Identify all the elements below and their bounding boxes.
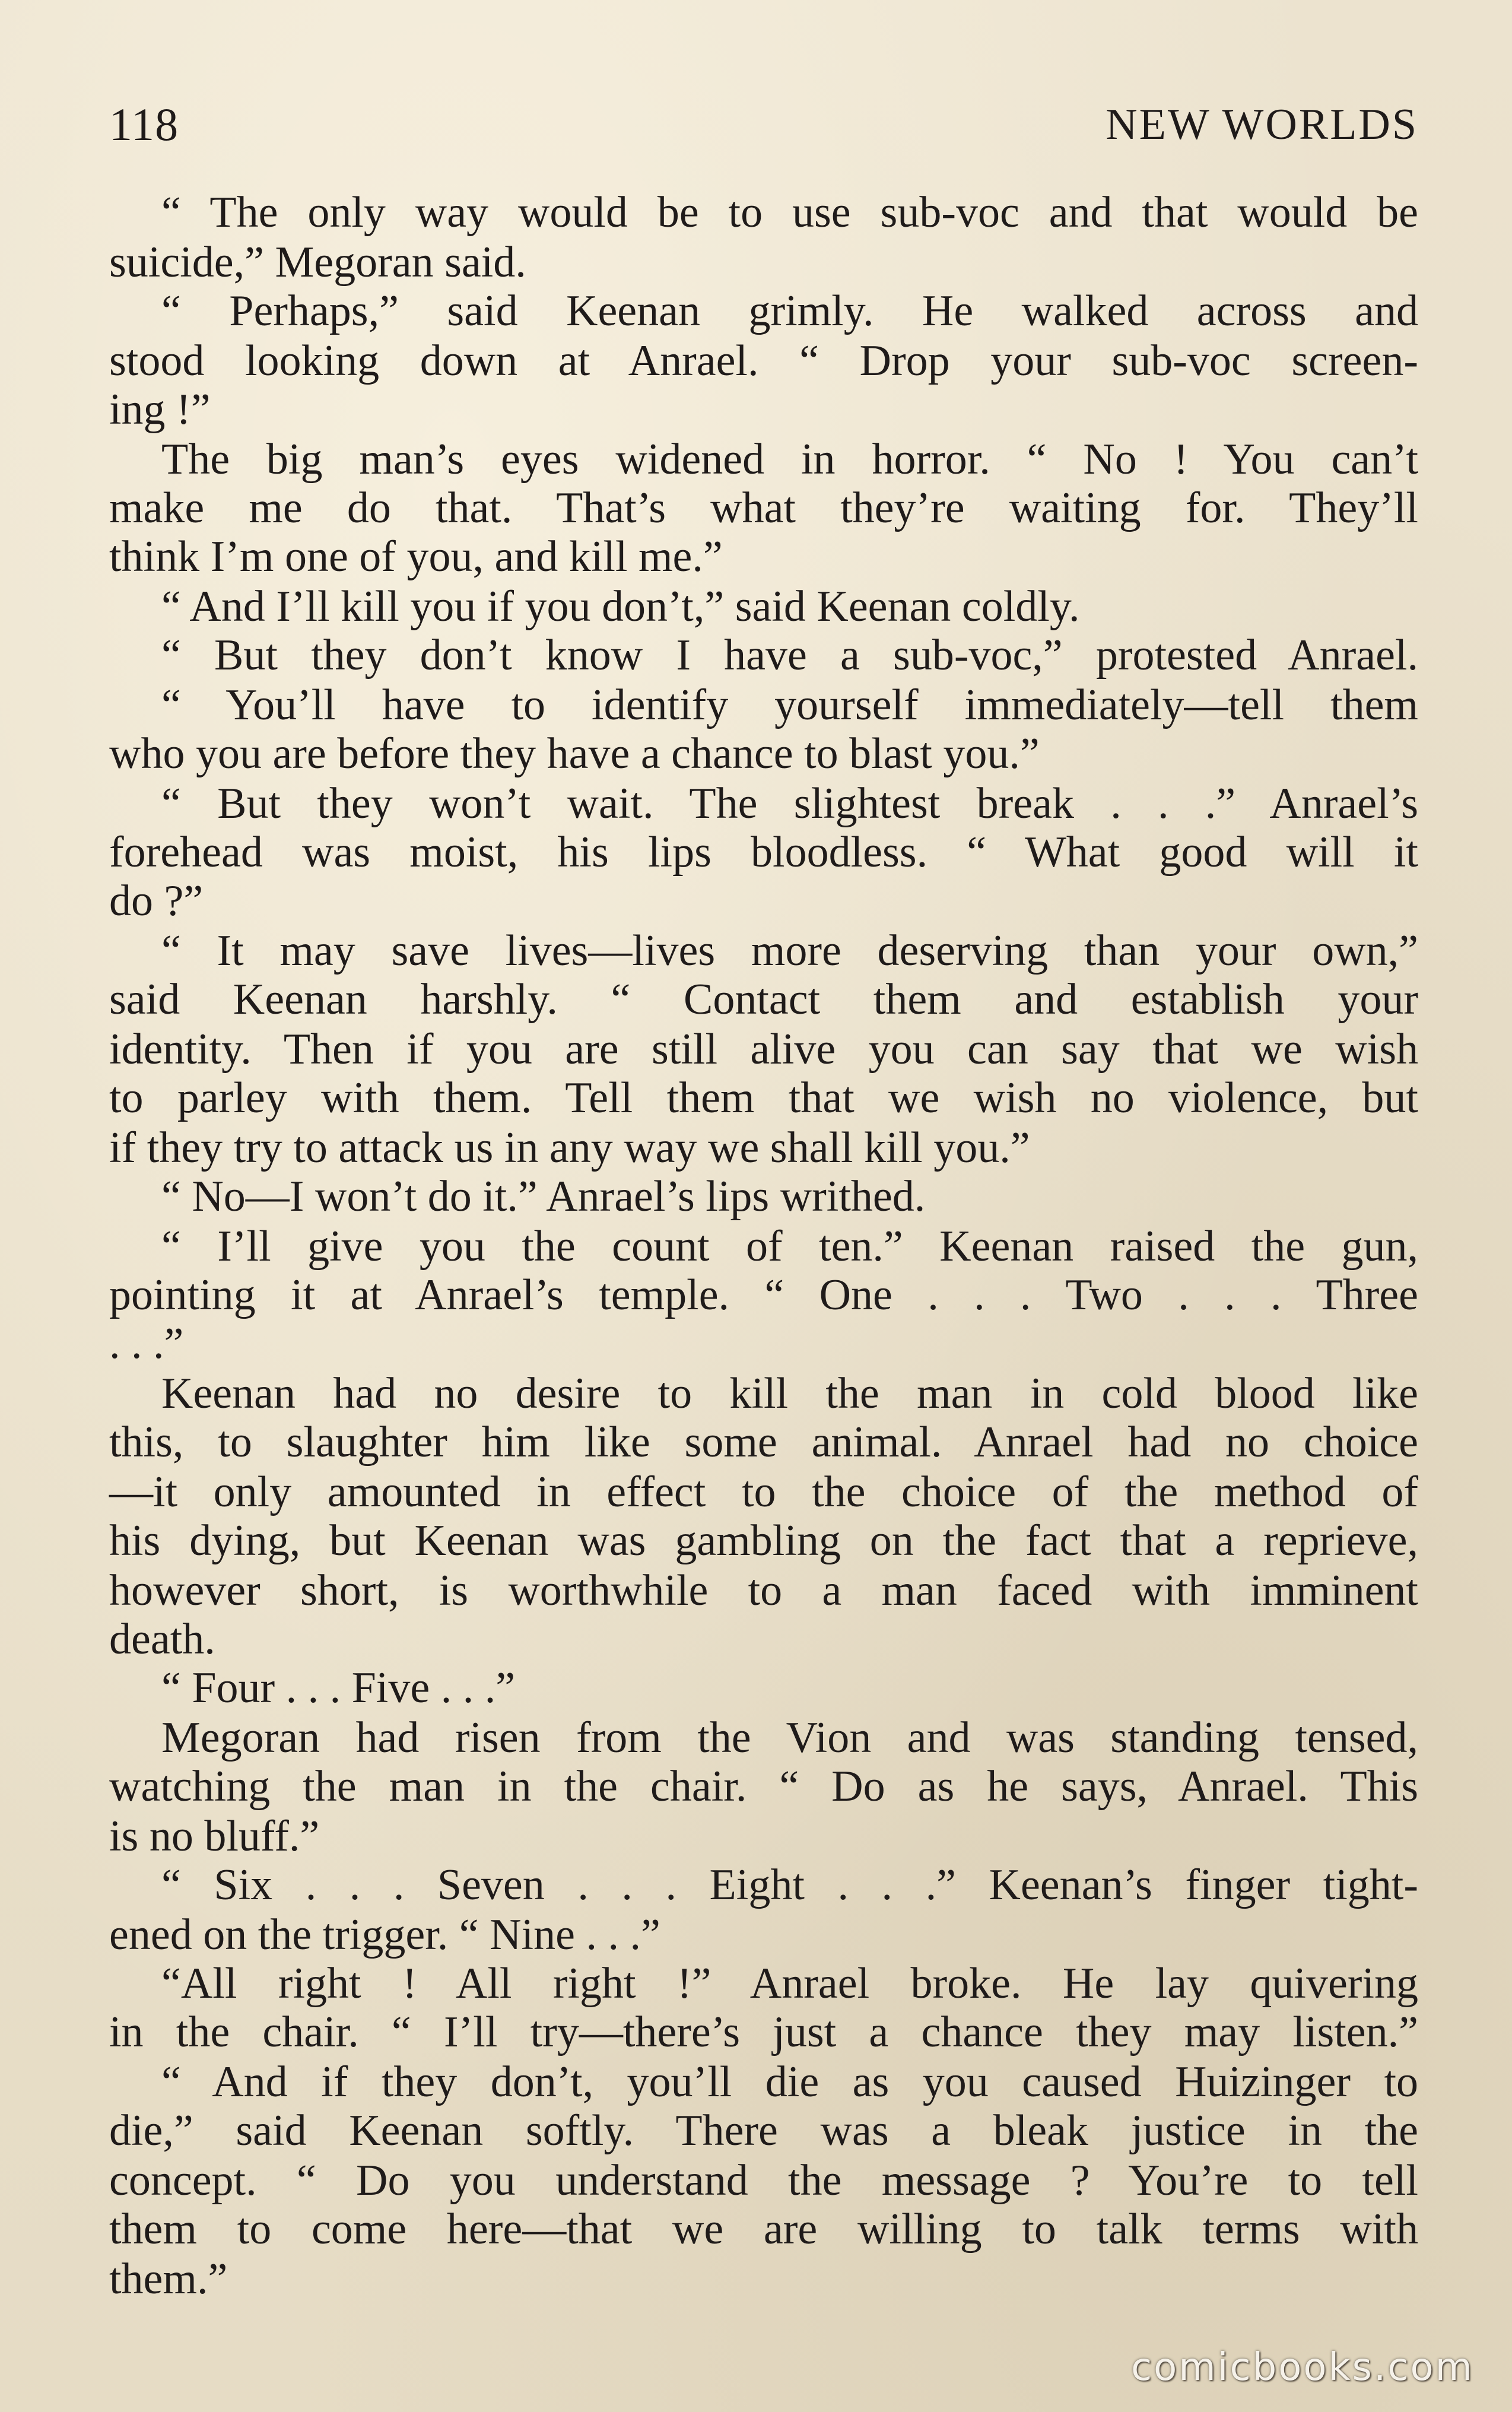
text-line: “ Four . . . Five . . .” <box>161 1664 516 1712</box>
text-line: pointing it at Anrael’s temple. “ One . . . Two . . . Three <box>109 1271 1418 1319</box>
text-line: ing !” <box>109 385 211 434</box>
text-line: ened on the trigger. “ Nine . . .” <box>109 1910 660 1959</box>
text-line: “ You’ll have to identify yourself immediately—tell them <box>161 681 1418 729</box>
text-line: “ Six . . . Seven . . . Eight . . .” Keenan’s finger tight- <box>161 1861 1418 1909</box>
text-line: “ No—I won’t do it.” Anrael’s lips writhed. <box>161 1172 926 1221</box>
text-line: “ And if they don’t, you’ll die as you caused Huizinger to <box>161 2058 1418 2106</box>
text-line: make me do that. That’s what they’re waiting for. They’ll <box>109 484 1418 532</box>
text-line: is no bluff.” <box>109 1812 320 1861</box>
page-number: 118 <box>109 99 179 150</box>
text-line: to parley with them. Tell them that we wish no violence, but <box>109 1074 1418 1122</box>
text-line: “ Perhaps,” said Keenan grimly. He walked across and <box>161 287 1418 335</box>
text-line: however short, is worthwhile to a man faced with imminent <box>109 1566 1418 1615</box>
text-line: Megoran had risen from the Vion and was standing tensed, <box>161 1713 1418 1762</box>
text-line: suicide,” Megoran said. <box>109 238 526 287</box>
text-line: “ And I’ll kill you if you don’t,” said Keenan coldly. <box>161 582 1080 631</box>
text-line: his dying, but Keenan was gambling on the fact that a reprieve, <box>109 1516 1418 1565</box>
text-line: who you are before they have a chance to blast you.” <box>109 729 1040 778</box>
text-line: . . .” <box>109 1319 184 1368</box>
text-line: forehead was moist, his lips bloodless. “ What good will it <box>109 828 1418 877</box>
text-line: The big man’s eyes widened in horror. “ No ! You can’t <box>161 435 1418 484</box>
story-text <box>109 188 1418 2324</box>
text-line: watching the man in the chair. “ Do as he says, Anrael. This <box>109 1762 1418 1811</box>
text-line: —it only amounted in effect to the choice of the method of <box>109 1468 1418 1516</box>
page-header <box>109 89 1418 160</box>
text-line: if they try to attack us in any way we shall kill you.” <box>109 1124 1030 1172</box>
text-line: Keenan had no desire to kill the man in cold blood like <box>161 1369 1418 1418</box>
watermark-text: comicbooks.com <box>1130 2346 1474 2389</box>
text-line: “ But they don’t know I have a sub-voc,” protested Anrael. <box>161 631 1418 680</box>
text-line: “ I’ll give you the count of ten.” Keenan raised the gun, <box>161 1222 1418 1271</box>
text-line: in the chair. “ I’ll try—there’s just a chance they may listen.” <box>109 2008 1418 2056</box>
text-line: die,” said Keenan softly. There was a bleak justice in the <box>109 2106 1418 2155</box>
running-head: NEW WORLDS <box>1106 100 1418 149</box>
text-line: do ?” <box>109 877 204 925</box>
text-line: “ But they won’t wait. The slightest break . . .” Anrael’s <box>161 779 1418 828</box>
text-line: this, to slaughter him like some animal. Anrael had no choice <box>109 1418 1418 1467</box>
text-line: concept. “ Do you understand the message ? You’re to tell <box>109 2156 1418 2205</box>
text-line: “ It may save lives—lives more deserving than your own,” <box>161 926 1418 975</box>
text-line: them to come here—that we are willing to talk terms with <box>109 2205 1418 2254</box>
text-line: death. <box>109 1615 215 1664</box>
text-line: said Keenan harshly. “ Contact them and establish your <box>109 975 1418 1024</box>
text-line: stood looking down at Anrael. “ Drop your sub-voc screen- <box>109 337 1418 385</box>
text-line: “ The only way would be to use sub-voc and that would be <box>161 188 1418 237</box>
text-line: think I’m one of you, and kill me.” <box>109 532 723 581</box>
text-line: them.” <box>109 2255 228 2303</box>
text-line: identity. Then if you are still alive you can say that we wish <box>109 1025 1418 1074</box>
text-line: “All right ! All right !” Anrael broke. He lay quivering <box>161 1959 1418 2008</box>
